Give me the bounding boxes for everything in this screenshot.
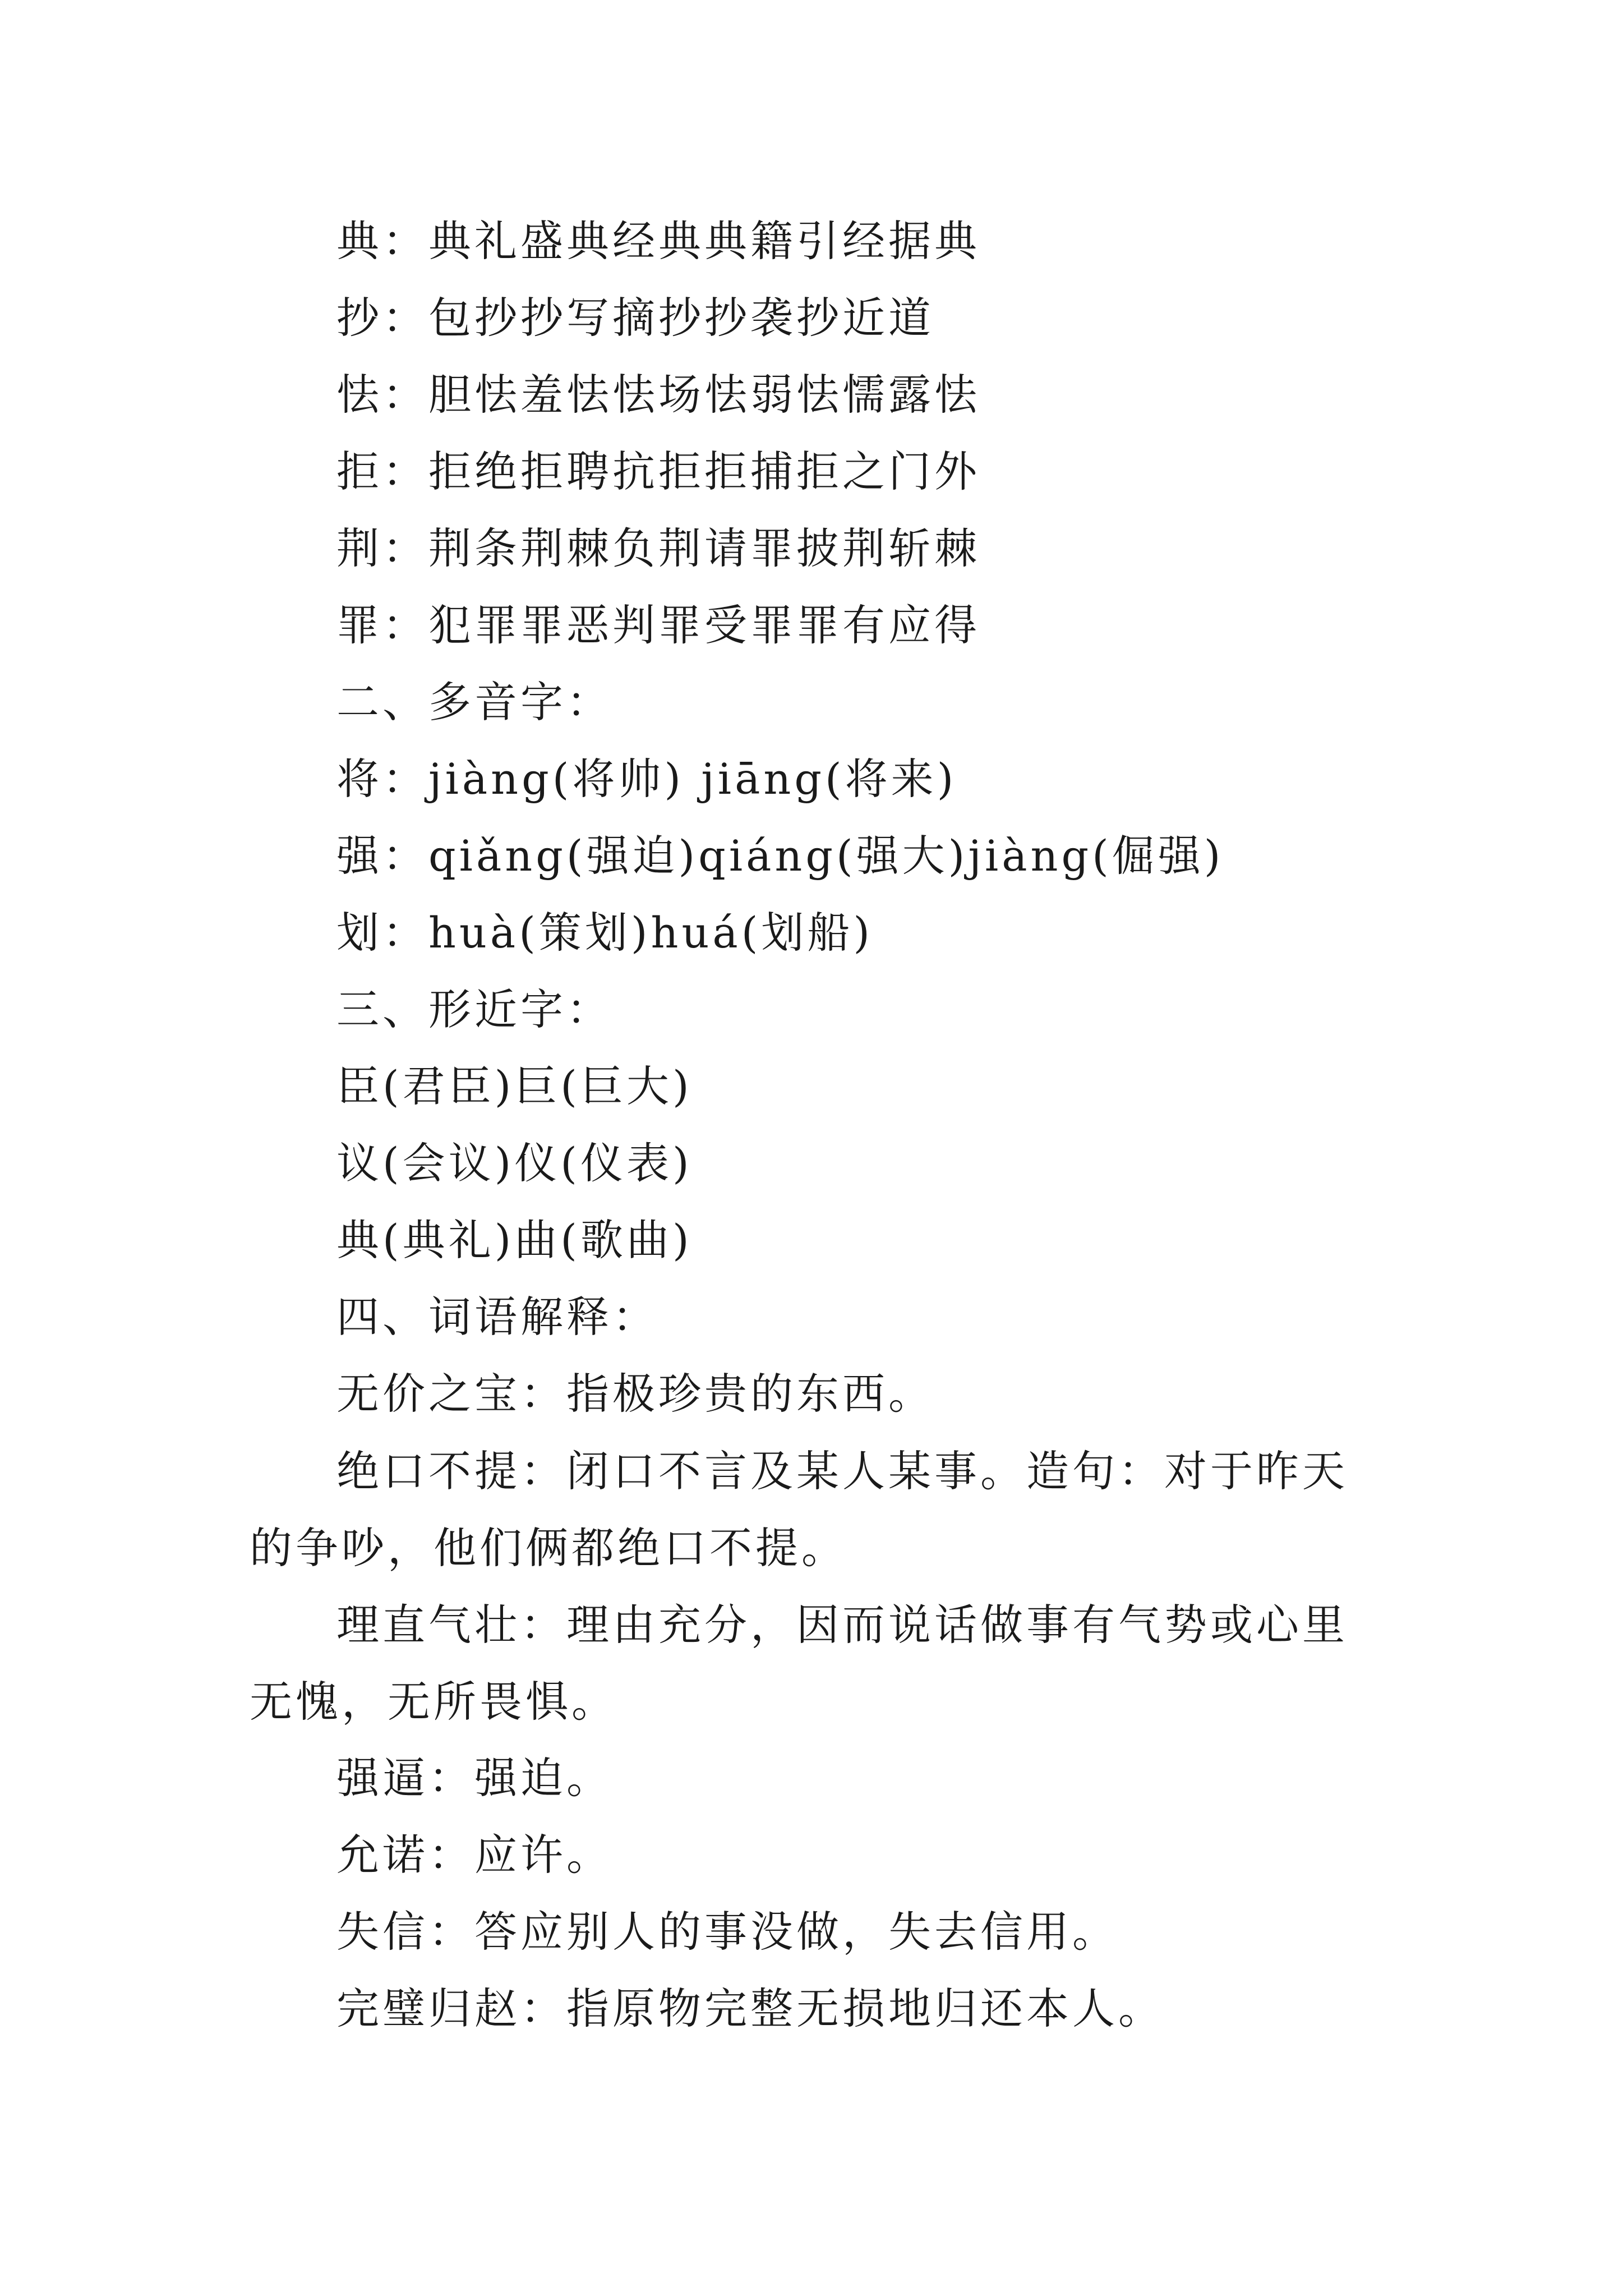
polyphonic-line-hua: 划：huà(策划)huá(划船) [336, 908, 874, 958]
similar-chars-line-3: 典(典礼)曲(歌曲) [336, 1215, 693, 1265]
polyphonic-line-jiang: 将：jiàng(将帅) jiāng(将来) [336, 754, 957, 804]
definition-shixin: 失信：答应别人的事没做，失去信用。 [336, 1907, 1118, 1957]
vocab-line-zui: 罪：犯罪罪恶判罪受罪罪有应得 [336, 600, 980, 650]
polyphonic-line-qiang: 强：qiǎng(强迫)qiáng(强大)jiàng(倔强) [336, 831, 1224, 881]
definition-juekoubuti: 绝口不提：闭口不言及某人某事。造句：对于昨天的争吵，他们俩都绝口不提。 [250, 1446, 1348, 1573]
section-heading-similar-chars: 三、形近字： [336, 984, 612, 1034]
vocab-line-chao: 抄：包抄抄写摘抄抄袭抄近道 [336, 293, 934, 343]
definition-wanbiguizhao: 完璧归赵：指原物完整无损地归还本人。 [336, 1984, 1164, 2033]
vocab-line-jing: 荆：荆条荆棘负荆请罪披荆斩棘 [336, 523, 980, 573]
similar-chars-line-2: 议(会议)仪(仪表) [336, 1138, 693, 1188]
vocab-line-dian: 典：典礼盛典经典典籍引经据典 [336, 216, 980, 266]
vocab-line-qie: 怯：胆怯羞怯怯场怯弱怯懦露怯 [336, 370, 980, 420]
definition-lizhiqizhuang: 理直气壮：理由充分，因而说话做事有气势或心里无愧，无所畏惧。 [250, 1600, 1348, 1727]
definition-qiangbi: 强逼：强迫。 [336, 1753, 612, 1803]
vocab-line-ju: 拒：拒绝拒聘抗拒拒捕拒之门外 [336, 447, 980, 496]
definition-yunnuo: 允诺：应许。 [336, 1830, 612, 1880]
section-heading-polyphonic: 二、多音字： [336, 677, 612, 727]
section-heading-definitions: 四、词语解释： [336, 1292, 658, 1342]
similar-chars-line-1: 臣(君臣)巨(巨大) [336, 1061, 693, 1111]
definition-wujiazhibao: 无价之宝：指极珍贵的东西。 [336, 1369, 934, 1419]
